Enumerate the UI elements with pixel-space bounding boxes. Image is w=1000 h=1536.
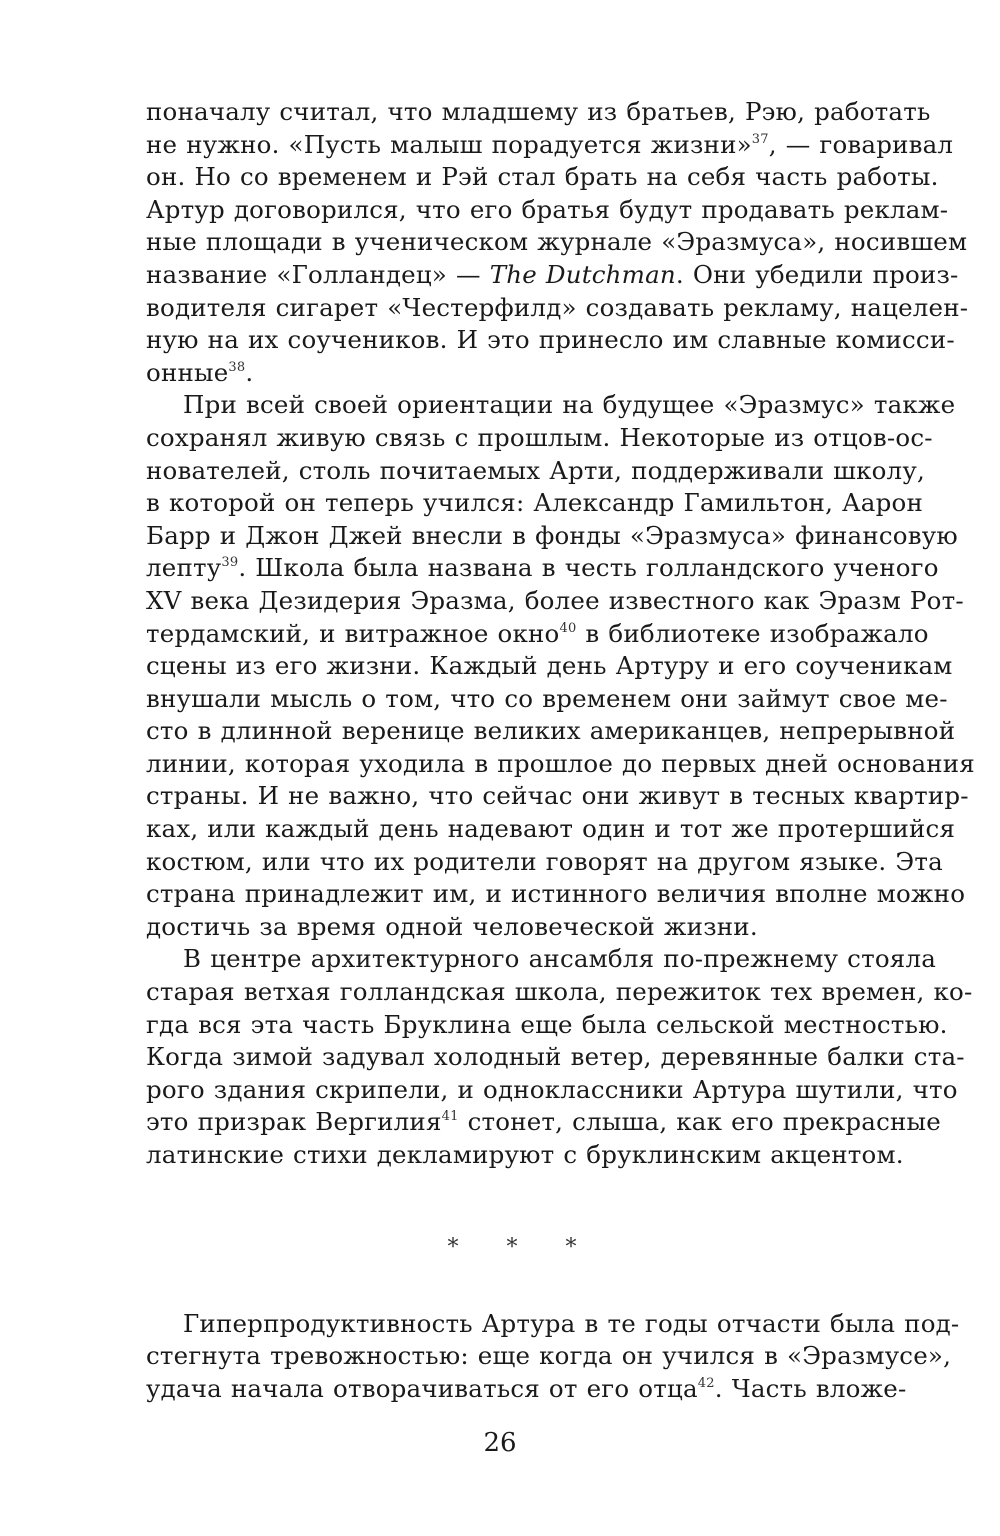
text-line	[146, 552, 939, 585]
text-line	[146, 389, 956, 422]
text-line	[146, 1139, 904, 1172]
text-line	[146, 487, 923, 520]
text-run: гда вся эта часть Бруклина еще была сельской местностью.	[146, 1009, 948, 1039]
text-run: нователей, столь почитаемых Арти, поддерживали школу,	[146, 455, 925, 485]
text-run: название «Голландец» —	[146, 259, 490, 289]
text-line	[146, 1009, 948, 1042]
footnote-ref: 40	[559, 620, 577, 636]
text-run: .	[245, 357, 254, 387]
text-run: сто в длинной веренице великих американцев, непрерывной	[146, 716, 956, 746]
text-line	[146, 846, 943, 879]
paragraph	[146, 1308, 960, 1406]
text-run: стегнута тревожностью: еще когда он учился в «Эразмусе»,	[146, 1341, 952, 1371]
text-run: не нужно. «Пусть малыш порадуется жизни»	[146, 129, 752, 159]
text-line	[146, 618, 929, 651]
text-run: В центре архитектурного ансамбля по-прежнему стояла	[183, 944, 937, 974]
text-line	[146, 748, 975, 781]
text-line	[146, 357, 878, 390]
text-line	[146, 324, 955, 357]
text-line	[146, 259, 959, 292]
paragraph	[146, 389, 975, 943]
text-line	[146, 292, 969, 325]
text-run: достичь за время одной человеческой жизни.	[146, 911, 758, 941]
text-run: страна принадлежит им, и истинного величия вполне можно	[146, 879, 966, 909]
italic-title: The Dutchman	[489, 259, 676, 289]
text-line	[146, 455, 925, 488]
text-run: старая ветхая голландская школа, пережиток тех времен, ко-	[146, 977, 973, 1007]
text-run: он. Но со временем и Рэй стал брать на себя часть работы.	[146, 162, 939, 192]
text-line	[146, 194, 949, 227]
text-run: лепту	[146, 553, 222, 583]
text-line	[146, 1074, 958, 1107]
text-line	[146, 422, 933, 455]
text-run: стонет, слыша, как его прекрасные	[458, 1107, 941, 1137]
text-line	[146, 129, 954, 162]
text-line	[146, 715, 956, 748]
text-run: XV века Дезидерия Эразма, более известного как Эразм Рот-	[146, 585, 964, 615]
page-number: 26	[483, 1428, 517, 1458]
text-line	[146, 780, 969, 813]
text-run: поначалу считал, что младшему из братьев, Рэю, работать	[146, 97, 931, 126]
text-run: ках, или каждый день надевают один и тот же протершийся	[146, 814, 956, 844]
text-run: рого здания скрипели, и одноклассники Артура шутили, что	[146, 1074, 958, 1104]
text-run: в библиотеке изображало	[576, 618, 929, 648]
text-line	[146, 226, 968, 259]
text-line	[146, 1308, 960, 1341]
footnote-ref: 42	[697, 1375, 715, 1391]
text-run: сцены из его жизни. Каждый день Артуру и его соученикам	[146, 651, 953, 681]
section-separator: * * *	[447, 1234, 597, 1260]
text-run: , — говаривал	[768, 129, 954, 159]
text-line	[146, 161, 939, 194]
text-run: сохранял живую связь с прошлым. Некоторые из отцов-ос-	[146, 422, 933, 452]
text-run: Когда зимой задувал холодный ветер, деревянные балки ста-	[146, 1042, 965, 1072]
footnote-ref: 37	[751, 131, 769, 147]
text-line	[146, 1041, 965, 1074]
text-run: При всей своей ориентации на будущее «Эразмус» также	[183, 390, 956, 420]
text-line	[146, 520, 958, 553]
text-run: внушали мысль о том, что со временем они займут свое ме-	[146, 683, 948, 713]
paragraph	[146, 943, 973, 1171]
text-line	[146, 976, 973, 1009]
text-line	[146, 911, 878, 944]
text-run: . Школа была названа в честь голландского ученого	[238, 553, 939, 583]
text-line	[146, 878, 966, 911]
text-run: тердамский, и витражное окно	[146, 618, 560, 648]
paragraph	[146, 96, 969, 389]
text-run: ные площади в ученическом журнале «Эразмуса», носившем	[146, 227, 968, 257]
text-run: страны. И не важно, что сейчас они живут в тесных квартир-	[146, 781, 969, 811]
text-line	[146, 943, 937, 976]
text-run: онные	[146, 357, 229, 387]
text-line	[146, 683, 948, 716]
text-run: ную на их соучеников. И это принесло им славные комисси-	[146, 325, 955, 355]
text-run: Барр и Джон Джей внесли в фонды «Эразмуса» финансовую	[146, 520, 958, 550]
text-run: Гиперпродуктивность Артура в те годы отчасти была под-	[183, 1308, 960, 1338]
body-text	[146, 96, 975, 1405]
footnote-ref: 39	[221, 555, 239, 571]
text-run: водителя сигарет «Честерфилд» создавать рекламу, нацелен-	[146, 292, 969, 322]
text-run: . Они убедили произ-	[675, 259, 959, 289]
text-line	[146, 1106, 941, 1139]
text-run: Артур договорился, что его братья будут продавать реклам-	[146, 194, 949, 224]
text-run: линии, которая уходила в прошлое до первых дней основания	[146, 748, 975, 778]
text-line	[146, 96, 931, 129]
text-line	[146, 1373, 907, 1406]
text-line	[146, 585, 964, 618]
text-run: в которой он теперь учился: Александр Гамильтон, Аарон	[146, 488, 923, 518]
text-run: костюм, или что их родители говорят на другом языке. Эта	[146, 846, 943, 876]
text-run: это призрак Вергилия	[146, 1107, 442, 1137]
text-line	[146, 650, 953, 683]
text-line	[146, 1340, 952, 1373]
text-run: латинские стихи декламируют с бруклинским акцентом.	[146, 1140, 904, 1169]
footnote-ref: 41	[441, 1109, 459, 1125]
text-run: . Часть вложе-	[714, 1373, 907, 1403]
text-run: удача начала отворачиваться от его отца	[146, 1373, 698, 1403]
footnote-ref: 38	[228, 359, 246, 375]
text-line	[146, 813, 956, 846]
